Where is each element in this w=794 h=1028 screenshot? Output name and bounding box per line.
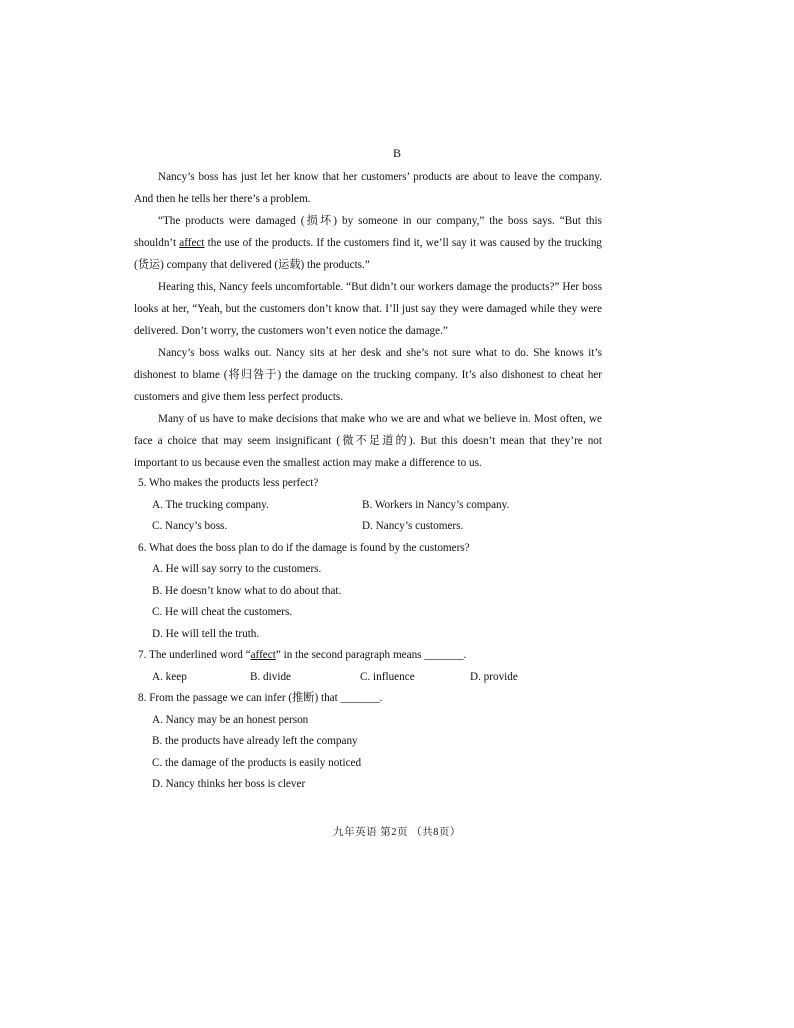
paragraph-2-part-a: “The products were damaged (损坏) by someone in our company,” the boss says. “But this shouldn’t: [134, 215, 602, 249]
question-stem: 8. From the passage we can infer (推断) that _______.: [138, 692, 383, 704]
option-c: C. influence: [360, 670, 415, 683]
options: [138, 667, 608, 689]
options: [138, 559, 608, 645]
paragraph-1: Nancy’s boss has just let her know that her customers’ products are about to leave the company. And then he tells her there’s a problem.: [134, 171, 602, 205]
option-b: B. He doesn’t know what to do about that.: [152, 584, 342, 597]
option-c: C. Nancy’s boss.: [152, 520, 228, 532]
question-stem-part-b: ” in the second paragraph means _______.: [275, 649, 467, 661]
option-d: D. Nancy’s customers.: [362, 520, 464, 532]
question-list: [138, 473, 608, 796]
option-d: D. He will tell the truth.: [152, 627, 260, 640]
option-b: B. Workers in Nancy’s company.: [362, 498, 510, 511]
question-6: [138, 538, 608, 646]
paragraph-3: Hearing this, Nancy feels uncomfortable. “But didn’t our workers damage the products?” Her boss looks at her, “Yeah, but the customers don’t know that. I’ll just say they were damaged while they were delivered. Don’t worry, the customers won’t even notice the damage.”: [134, 281, 602, 337]
paragraph-2: [134, 210, 602, 276]
underlined-word: affect: [250, 649, 276, 661]
page-footer: 九年英语 第2页 （共8页）: [333, 827, 461, 838]
paragraph-2-part-b: the use of the products. If the customers find it, we’ll say it was caused by the trucking (货运) company that delivered (运载) the products.”: [134, 237, 603, 271]
section-heading: B: [392, 146, 401, 160]
option-d: D. Nancy thinks her boss is clever: [152, 778, 306, 790]
option-a: A. keep: [152, 670, 187, 683]
question-7: [138, 645, 608, 688]
option-a: A. He will say sorry to the customers.: [152, 563, 322, 575]
option-c: C. He will cheat the customers.: [152, 606, 293, 618]
question-8: [138, 688, 608, 796]
option-a: A. The trucking company.: [152, 498, 269, 511]
paragraph-5: Many of us have to make decisions that make who we are and what we believe in. Most often, we face a choice that may seem insignificant (微不足道的). But this doesn’t mean that they’re not important to us because even the smallest action may make a difference to us.: [134, 413, 602, 469]
paragraph-4: Nancy’s boss walks out. Nancy sits at her desk and she’s not sure what to do. She knows it’s dishonest to blame (将归咎于) the damage on the trucking company. It’s also dishonest to cheat her customers and give them less perfect products.: [134, 347, 602, 403]
options: [138, 710, 608, 796]
option-b: B. divide: [250, 670, 292, 683]
option-d: D. provide: [470, 670, 518, 683]
options: [138, 495, 608, 538]
option-b: B. the products have already left the company: [152, 735, 358, 747]
option-a: A. Nancy may be an honest person: [152, 713, 309, 726]
reading-passage: [134, 166, 602, 474]
question-stem: 6. What does the boss plan to do if the damage is found by the customers?: [138, 541, 470, 554]
underlined-word: affect: [179, 237, 205, 249]
question-stem: [138, 645, 608, 667]
option-c: C. the damage of the products is easily noticed: [152, 756, 362, 769]
question-stem: 5. Who makes the products less perfect?: [138, 477, 319, 489]
question-stem-part-a: 7. The underlined word “: [138, 649, 251, 661]
question-5: [138, 473, 608, 538]
